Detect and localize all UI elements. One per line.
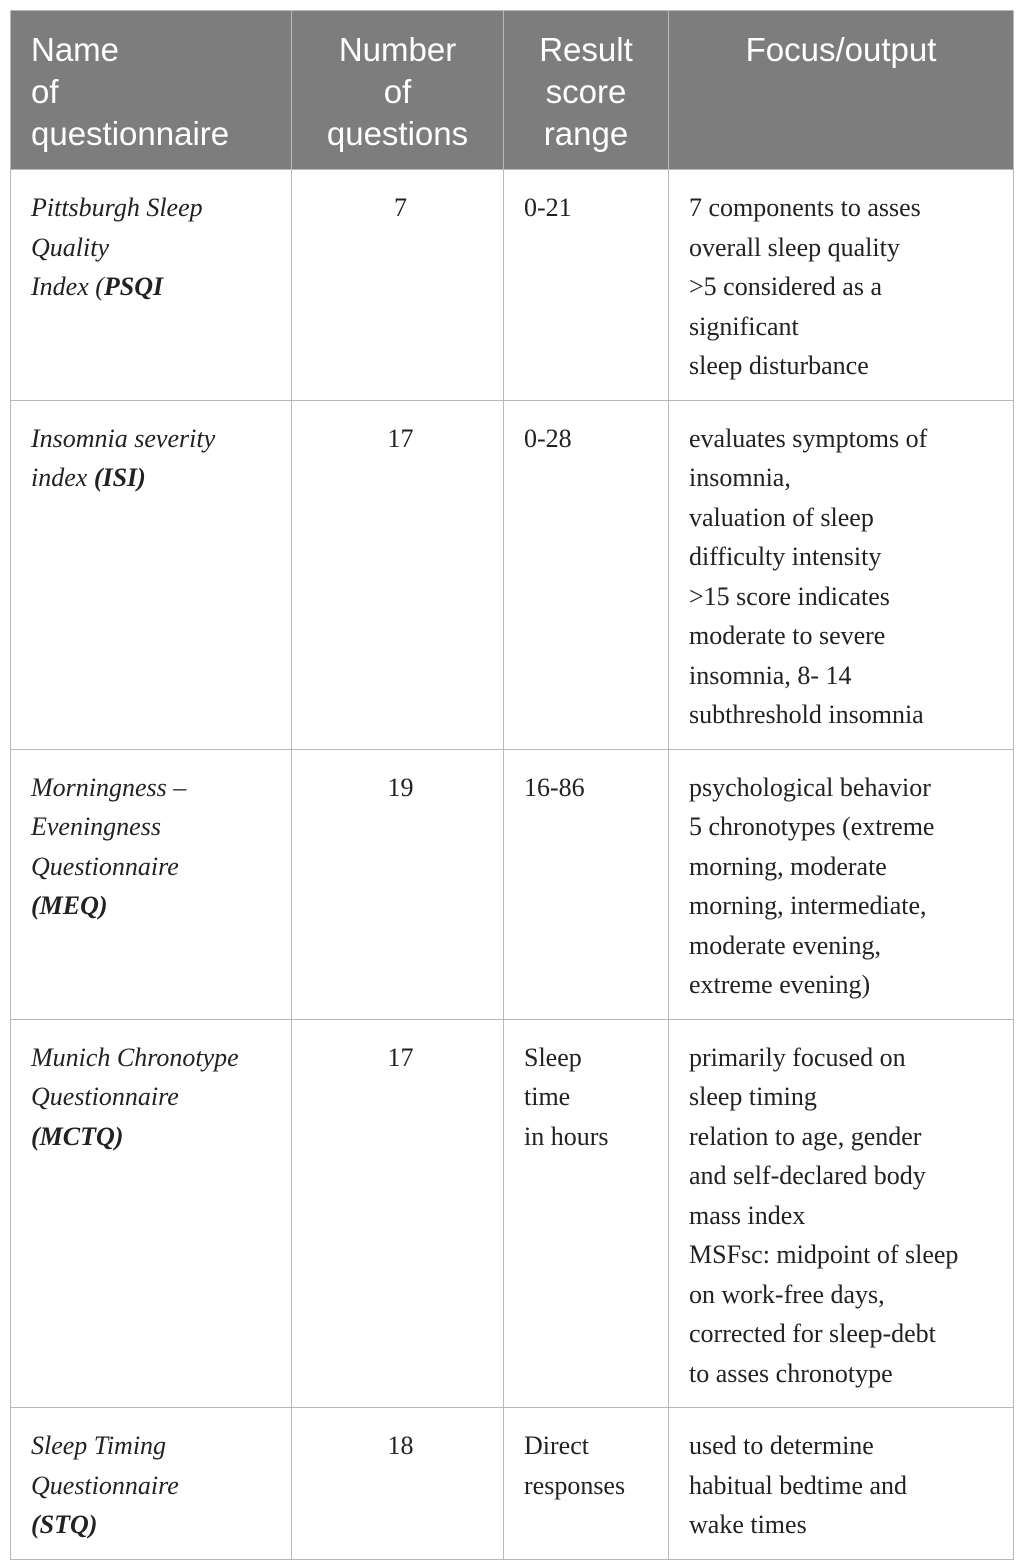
header-focus: Focus/output — [669, 11, 1014, 170]
cell-score-range: 0-21 — [504, 170, 669, 401]
header-name: Name of questionnaire — [11, 11, 292, 170]
cell-focus-output: used to determine habitual bedtime and wake times — [669, 1408, 1014, 1560]
cell-number-of-questions: 17 — [292, 400, 504, 749]
table-row — [11, 170, 1014, 401]
cell-score-range: Sleep time in hours — [504, 1019, 669, 1408]
cell-focus-output: evaluates symptoms of insomnia, valuation of sleep difficulty intensity >15 score indicates moderate to severe insomnia, 8- 14 subthreshold insomnia — [669, 400, 1014, 749]
cell-questionnaire-name: Insomnia severity index (ISI) — [11, 400, 292, 749]
table-row — [11, 1408, 1014, 1560]
cell-score-range: Direct responses — [504, 1408, 669, 1560]
table-row — [11, 400, 1014, 749]
cell-questionnaire-name: Munich Chronotype Questionnaire (MCTQ) — [11, 1019, 292, 1408]
table-header-row — [11, 11, 1014, 170]
questionnaire-abbreviation: (MCTQ) — [31, 1121, 124, 1151]
table-body — [11, 170, 1014, 1560]
cell-number-of-questions: 7 — [292, 170, 504, 401]
header-questions: Number of questions — [292, 11, 504, 170]
questionnaire-abbreviation: (MEQ) — [31, 891, 108, 920]
questionnaire-abbreviation: (ISI) — [93, 463, 146, 492]
table-row — [11, 1019, 1014, 1408]
cell-questionnaire-name: Morningness – Eveningness Questionnaire (MEQ) — [11, 749, 292, 1019]
table-row — [11, 749, 1014, 1019]
questionnaire-table — [10, 10, 1014, 1560]
cell-questionnaire-name: Pittsburgh Sleep Quality Index (PSQI — [11, 170, 292, 401]
header-range: Result score range — [504, 11, 669, 170]
cell-number-of-questions: 17 — [292, 1019, 504, 1408]
cell-questionnaire-name: Sleep Timing Questionnaire (STQ) — [11, 1408, 292, 1560]
cell-focus-output: psychological behavior 5 chronotypes (extreme morning, moderate morning, intermediate, moderate evening, extreme evening) — [669, 749, 1014, 1019]
cell-focus-output: 7 components to asses overall sleep quality >5 considered as a significant sleep disturbance — [669, 170, 1014, 401]
cell-score-range: 0-28 — [504, 400, 669, 749]
questionnaire-abbreviation: (STQ) — [31, 1510, 98, 1539]
questionnaire-abbreviation: PSQI — [103, 272, 164, 301]
cell-focus-output: primarily focused on sleep timing relation to age, gender and self-declared body mass index MSFsc: midpoint of sleep on work-free days, corrected for sleep-debt to asses chronotype — [669, 1019, 1014, 1408]
cell-number-of-questions: 18 — [292, 1408, 504, 1560]
cell-score-range: 16-86 — [504, 749, 669, 1019]
cell-number-of-questions: 19 — [292, 749, 504, 1019]
